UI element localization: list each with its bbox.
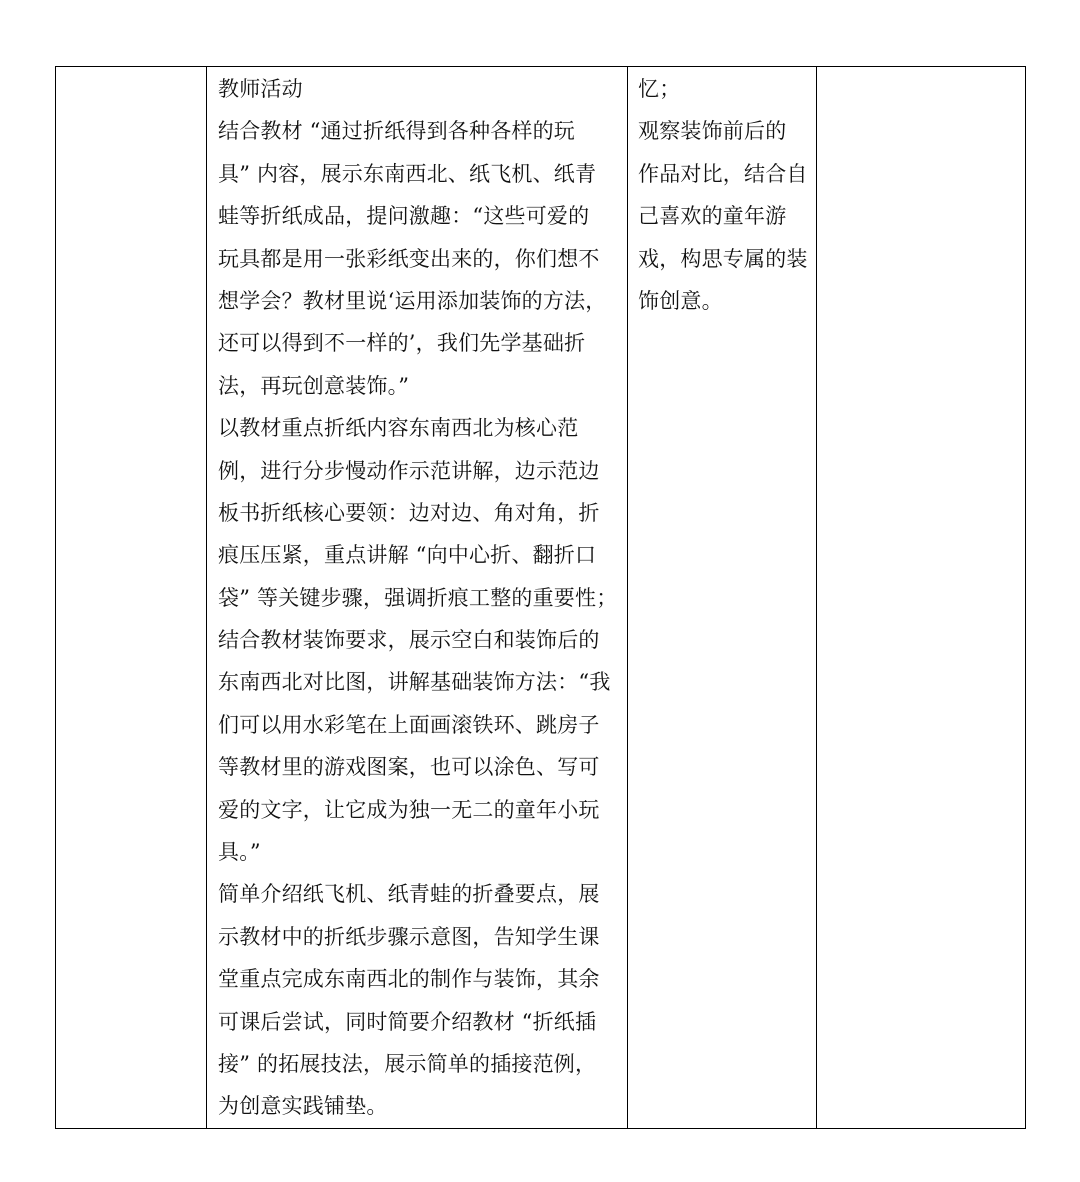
text-line: 玩具都是用一张彩纸变出来的，你们想不 — [218, 246, 600, 271]
text-line: 简单介绍纸飞机、纸青蛙的折叠要点，展 — [218, 882, 600, 907]
text-line: 法，再玩创意装饰。” — [218, 373, 410, 398]
text-line: 袋” 等关键步骤，强调折痕工整的重要性； — [218, 585, 618, 610]
lesson-plan-table — [55, 66, 1026, 1129]
text-line: 具。” — [218, 840, 261, 865]
text-line: 饰创意。 — [638, 288, 723, 313]
text-line: 例，进行分步慢动作示范讲解，边示范边 — [218, 458, 600, 483]
text-line: 作品对比，结合自 — [638, 161, 808, 186]
student-activity-text — [628, 67, 816, 322]
text-line: 观察装饰前后的 — [638, 119, 787, 144]
student-activity-cell — [628, 67, 817, 1129]
text-line: 还可以得到不一样的’，我们先学基础折 — [218, 331, 586, 356]
teacher-activity-text — [207, 67, 627, 1128]
text-line: 忆； — [638, 77, 681, 101]
text-line: 等教材里的游戏图案，也可以涂色、写可 — [218, 755, 600, 780]
text-line: 结合教材 “通过折纸得到各种各样的玩 — [218, 119, 576, 144]
text-line: 为创意实践铺垫。 — [218, 1094, 388, 1119]
text-line: 接” 的拓展技法，展示简单的插接范例， — [218, 1051, 597, 1076]
text-line: 示教材中的折纸步骤示意图，告知学生课 — [218, 924, 600, 949]
stage-cell — [56, 67, 207, 1129]
text-line: 可课后尝试，同时简要介绍教材 “折纸插 — [218, 1009, 597, 1034]
text-line: 结合教材装饰要求，展示空白和装饰后的 — [218, 628, 600, 653]
text-line: 以教材重点折纸内容东南西北为核心范 — [218, 416, 579, 441]
text-line: 痕压压紧，重点讲解 “向中心折、翻折口 — [218, 543, 597, 568]
text-line: 堂重点完成东南西北的制作与装饰，其余 — [218, 967, 600, 992]
table-row — [56, 67, 1026, 1129]
text-line: 东南西北对比图，讲解基础装饰方法：“我 — [218, 670, 611, 695]
design-intent-cell — [817, 67, 1026, 1129]
text-line: 己喜欢的童年游 — [638, 204, 787, 229]
text-line: 蛙等折纸成品，提问激趣：“这些可爱的 — [218, 204, 590, 229]
text-line: 戏，构思专属的装 — [638, 246, 808, 271]
text-line: 爱的文字，让它成为独一无二的童年小玩 — [218, 797, 600, 822]
teacher-activity-cell — [207, 67, 628, 1129]
text-line: 想学会？教材里说‘运用添加装饰的方法， — [218, 288, 607, 313]
text-line: 们可以用水彩笔在上面画滚铁环、跳房子 — [218, 712, 600, 737]
teacher-activity-heading: 教师活动 — [218, 77, 303, 101]
text-line: 板书折纸核心要领：边对边、角对角，折 — [218, 500, 600, 525]
text-line: 具” 内容，展示东南西北、纸飞机、纸青 — [218, 161, 597, 186]
